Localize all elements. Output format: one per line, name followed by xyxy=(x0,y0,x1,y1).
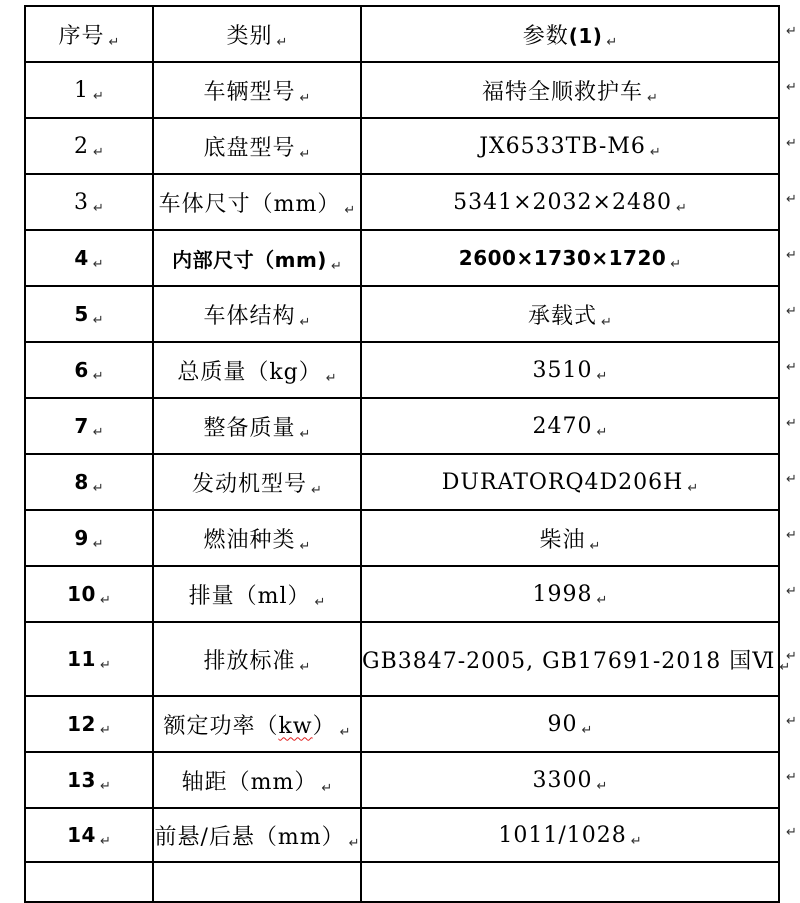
header-num-label: 序号 xyxy=(58,23,105,49)
paragraph-mark-icon: ↵ xyxy=(606,34,618,50)
index-cell xyxy=(25,454,153,510)
category-cell xyxy=(153,808,361,862)
category-label-post: ） xyxy=(312,713,336,739)
param-cell xyxy=(361,862,779,902)
paragraph-mark-icon: ↵ xyxy=(589,538,601,554)
end-of-row-mark-icon: ↵ xyxy=(786,80,797,95)
spec-row xyxy=(25,454,779,510)
row-number: 2 xyxy=(74,133,90,159)
category-cell xyxy=(153,286,361,342)
end-of-row-mark-icon: ↵ xyxy=(786,770,797,785)
category-cell xyxy=(153,398,361,454)
paragraph-mark-icon: ↵ xyxy=(670,257,682,272)
header-param-suffix: (1) xyxy=(568,23,603,48)
paragraph-mark-icon: ↵ xyxy=(299,314,311,330)
category-cell xyxy=(153,862,361,902)
index-cell xyxy=(25,510,153,566)
end-of-row-mark-icon: ↵ xyxy=(786,584,797,599)
row-number: 8 xyxy=(74,470,89,494)
paragraph-mark-icon: ↵ xyxy=(596,592,608,608)
end-of-row-mark-icon: ↵ xyxy=(786,472,797,487)
category-cell xyxy=(153,622,361,696)
end-of-row-mark-icon: ↵ xyxy=(786,136,797,151)
spec-row xyxy=(25,174,779,230)
param-value: 5341×2032×2480 xyxy=(453,189,672,215)
paragraph-mark-icon: ↵ xyxy=(99,834,111,849)
paragraph-mark-icon: ↵ xyxy=(92,257,104,272)
param-value: 90 xyxy=(547,711,578,737)
spec-row xyxy=(25,342,779,398)
header-param-label: 参数 xyxy=(522,23,569,49)
row-number: 14 xyxy=(67,823,96,847)
paragraph-mark-icon: ↵ xyxy=(92,425,104,440)
header-row xyxy=(25,6,779,62)
category-cell xyxy=(153,752,361,808)
category-label-pre: 额定功率（ xyxy=(163,713,279,739)
category-label: 车辆型号 xyxy=(203,79,296,105)
category-label-misspelled-word: kw xyxy=(278,713,313,739)
row-number: 7 xyxy=(74,414,89,438)
paragraph-mark-icon: ↵ xyxy=(299,146,311,162)
spec-row xyxy=(25,752,779,808)
category-label: 发动机型号 xyxy=(192,471,308,497)
param-cell xyxy=(361,622,791,696)
index-cell xyxy=(25,62,153,118)
spec-row xyxy=(25,808,779,862)
paragraph-mark-icon: ↵ xyxy=(330,258,342,274)
param-value: 1998 xyxy=(532,581,593,607)
row-number: 3 xyxy=(74,189,90,215)
end-of-row-mark-icon: ↵ xyxy=(786,360,797,375)
paragraph-mark-icon: ↵ xyxy=(687,480,699,496)
paragraph-mark-icon: ↵ xyxy=(314,594,326,610)
index-cell xyxy=(25,230,153,286)
paragraph-mark-icon: ↵ xyxy=(93,144,104,160)
header-category-label: 类别 xyxy=(226,23,273,49)
param-value: 2470 xyxy=(532,413,593,439)
paragraph-mark-icon: ↵ xyxy=(299,90,311,106)
spec-row xyxy=(25,398,779,454)
paragraph-mark-icon: ↵ xyxy=(299,426,311,442)
end-of-row-mark-icon: ↵ xyxy=(786,248,797,263)
param-value: 3510 xyxy=(532,357,593,383)
paragraph-mark-icon: ↵ xyxy=(321,780,333,796)
spec-row xyxy=(25,230,779,286)
category-label: 底盘型号 xyxy=(203,135,296,161)
paragraph-mark-icon: ↵ xyxy=(675,200,687,216)
paragraph-mark-icon: ↵ xyxy=(647,90,658,106)
category-label: 排量（ml） xyxy=(188,583,311,609)
header-cell-param xyxy=(361,6,779,62)
header-cell-category xyxy=(153,6,361,62)
index-cell xyxy=(25,342,153,398)
spec-row xyxy=(25,286,779,342)
end-of-row-mark-icon: ↵ xyxy=(786,714,797,729)
param-value: 1011/1028 xyxy=(498,822,627,848)
param-cell xyxy=(361,696,779,752)
category-label: 车体尺寸（mm） xyxy=(158,191,341,217)
category-cell xyxy=(153,230,361,286)
param-cell xyxy=(361,398,779,454)
param-cell xyxy=(361,808,779,862)
end-of-row-mark-icon: ↵ xyxy=(786,24,797,39)
end-of-row-mark-icon: ↵ xyxy=(786,528,797,543)
param-value: 3300 xyxy=(532,767,593,793)
paragraph-mark-icon: ↵ xyxy=(779,659,791,675)
row-number: 5 xyxy=(74,302,89,326)
param-value: JX6533TB-M6 xyxy=(479,133,646,159)
param-cell xyxy=(361,342,779,398)
end-of-row-mark-icon: ↵ xyxy=(786,192,797,207)
paragraph-mark-icon: ↵ xyxy=(325,370,337,386)
category-label: 排放标准 xyxy=(203,648,296,674)
row-number: 4 xyxy=(74,246,89,270)
category-label: 前悬/后悬（mm） xyxy=(154,824,345,850)
param-value: 承载式 xyxy=(528,303,598,329)
param-value: 福特全顺救护车 xyxy=(482,79,644,105)
end-of-row-mark-icon: ↵ xyxy=(786,825,797,840)
param-cell xyxy=(361,566,779,622)
index-cell xyxy=(25,398,153,454)
paragraph-mark-icon: ↵ xyxy=(108,34,120,50)
param-value: 柴油 xyxy=(539,527,586,553)
category-cell xyxy=(153,342,361,398)
category-label: 轴距（mm） xyxy=(181,769,318,795)
index-cell xyxy=(25,286,153,342)
param-cell xyxy=(361,752,779,808)
spec-row xyxy=(25,118,779,174)
spec-row xyxy=(25,696,779,752)
param-cell xyxy=(361,118,779,174)
row-number: 9 xyxy=(74,526,89,550)
category-label: 总质量（kg） xyxy=(177,359,322,385)
param-value: GB3847-2005, GB17691-2018 国Ⅵ xyxy=(362,648,776,674)
paragraph-mark-icon: ↵ xyxy=(596,778,608,794)
header-cell-num xyxy=(25,6,153,62)
paragraph-mark-icon: ↵ xyxy=(92,481,104,496)
param-cell xyxy=(361,62,779,118)
end-of-row-mark-icon: ↵ xyxy=(786,304,797,319)
param-cell xyxy=(361,286,779,342)
category-cell xyxy=(153,62,361,118)
paragraph-mark-icon: ↵ xyxy=(92,369,104,384)
paragraph-mark-icon: ↵ xyxy=(649,144,661,160)
category-label: 燃油种类 xyxy=(203,527,296,553)
row-number: 12 xyxy=(67,712,96,736)
param-cell xyxy=(361,454,779,510)
category-cell xyxy=(153,510,361,566)
paragraph-mark-icon: ↵ xyxy=(339,724,351,740)
paragraph-mark-icon: ↵ xyxy=(92,537,104,552)
index-cell xyxy=(25,862,153,902)
category-label: 整备质量 xyxy=(203,415,296,441)
paragraph-mark-icon: ↵ xyxy=(596,424,608,440)
param-value: 2600×1730×1720 xyxy=(458,246,667,270)
vehicle-spec-table xyxy=(24,5,791,903)
category-cell xyxy=(153,118,361,174)
param-cell xyxy=(361,230,779,286)
paragraph-mark-icon: ↵ xyxy=(344,202,356,218)
spec-row xyxy=(25,622,779,696)
category-cell xyxy=(153,454,361,510)
row-number: 13 xyxy=(67,768,96,792)
paragraph-mark-icon: ↵ xyxy=(596,368,608,384)
paragraph-mark-icon: ↵ xyxy=(99,723,111,738)
category-cell xyxy=(153,566,361,622)
param-cell xyxy=(361,174,779,230)
row-number: 6 xyxy=(74,358,89,382)
paragraph-mark-icon: ↵ xyxy=(92,313,104,328)
index-cell xyxy=(25,174,153,230)
end-of-row-mark-icon: ↵ xyxy=(786,416,797,431)
category-label: 内部尺寸（mm) xyxy=(172,247,327,272)
category-cell xyxy=(153,174,361,230)
paragraph-mark-icon: ↵ xyxy=(299,538,311,554)
index-cell xyxy=(25,118,153,174)
index-cell xyxy=(25,622,153,696)
paragraph-mark-icon: ↵ xyxy=(276,34,288,50)
index-cell xyxy=(25,808,153,862)
category-label: 车体结构 xyxy=(203,303,296,329)
index-cell xyxy=(25,752,153,808)
row-number: 1 xyxy=(74,77,90,103)
row-number: 10 xyxy=(67,582,96,606)
param-value: DURATORQ4D206H xyxy=(441,469,684,495)
row-number: 11 xyxy=(67,647,96,671)
paragraph-mark-icon: ↵ xyxy=(93,200,104,216)
index-cell xyxy=(25,696,153,752)
paragraph-mark-icon: ↵ xyxy=(99,658,111,673)
category-cell xyxy=(153,696,361,752)
paragraph-mark-icon: ↵ xyxy=(299,659,311,675)
spec-row xyxy=(25,566,779,622)
paragraph-mark-icon: ↵ xyxy=(311,482,322,498)
paragraph-mark-icon: ↵ xyxy=(93,88,104,104)
index-cell xyxy=(25,566,153,622)
paragraph-mark-icon: ↵ xyxy=(99,779,111,794)
paragraph-mark-icon: ↵ xyxy=(601,314,612,330)
end-of-row-mark-icon: ↵ xyxy=(786,649,797,664)
paragraph-mark-icon: ↵ xyxy=(630,833,642,849)
partial-row xyxy=(25,862,779,902)
spec-row xyxy=(25,62,779,118)
paragraph-mark-icon: ↵ xyxy=(581,722,593,738)
paragraph-mark-icon: ↵ xyxy=(99,593,111,608)
paragraph-mark-icon: ↵ xyxy=(348,835,360,851)
param-cell xyxy=(361,510,779,566)
spec-row xyxy=(25,510,779,566)
